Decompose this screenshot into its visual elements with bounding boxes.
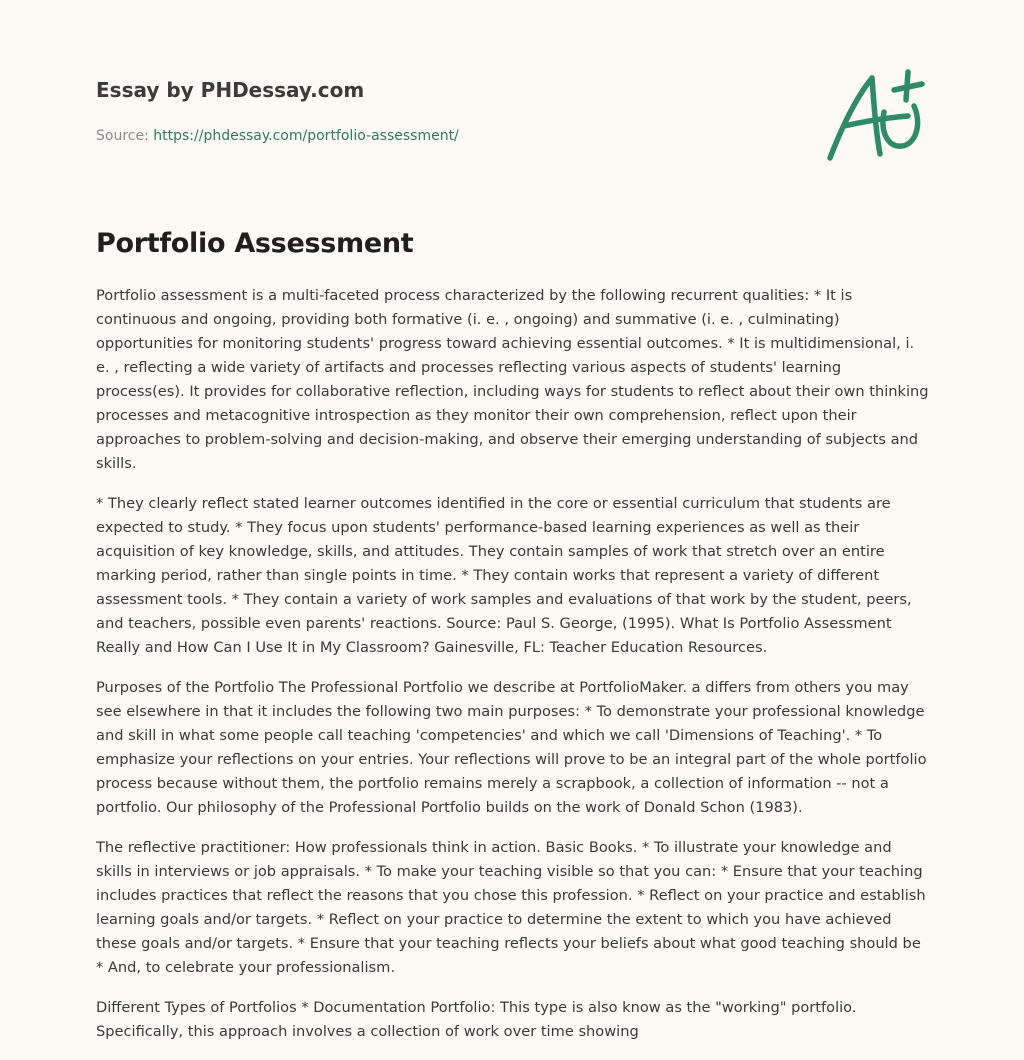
essay-paragraph: * They clearly reflect stated learner outcomes identified in the core or essential curriculum that students are expected to study. * They focus upon students' performance-based learning experiences as well as their acquisition of key knowledge, skills, and attitudes. They contain samples of work that stretch over an entire marking period, rather than single points in time. * They contain works that represent a variety of different assessment tools. * They contain a variety of work samples and evaluations of that work by the student, peers, and teachers, possible even parents' reactions. Source: Paul S. George, (1995). What Is Portfolio Assessment Really and How Can I Use It in My Classroom? Gainesville, FL: Teacher Education Resources. (96, 495, 912, 656)
a-plus-grade-icon (822, 66, 932, 166)
source-label: Source: (96, 128, 149, 144)
source-link[interactable]: https://phdessay.com/portfolio-assessment/ (153, 128, 459, 144)
page-header (96, 76, 796, 146)
essay-paragraph: Portfolio assessment is a multi-faceted process characterized by the following recurrent qualities: * It is continuous and ongoing, providing both formative (i. e. , ongoing) and summative (i. e. , culminating) opportunities for monitoring students' progress toward achieving essential outcomes. * It is multidimensional, i. e. , reflecting a wide variety of artifacts and processes reflecting various aspects of students' learning process(es). It provides for collaborative reflection, including ways for students to reflect about their own thinking processes and metacognitive introspection as they monitor their own comprehension, reflect upon their approaches to problem-solving and decision-making, and observe their emerging understanding of subjects and skills. (96, 287, 929, 472)
source-line (96, 126, 796, 146)
essay-paragraph: The reflective practitioner: How professionals think in action. Basic Books. * To illustrate your knowledge and skills in interviews or job appraisals. * To make your teaching visible so that you can: * Ensure that your teaching includes practices that reflect the reasons that you chose this profession. * Reflect on your practice and establish learning goals and/or targets. * Reflect on your practice to determine the extent to which you have achieved these goals and/or targets. * Ensure that your teaching reflects your beliefs about what good teaching should be * And, to celebrate your professionalism. (96, 839, 926, 976)
document-title: Portfolio Assessment (96, 228, 414, 259)
essay-body (96, 284, 932, 1060)
essay-paragraph: Different Types of Portfolios * Documentation Portfolio: This type is also know as the "working" portfolio. Specifically, this approach involves a collection of work over time showing (96, 999, 857, 1040)
essay-paragraph: Purposes of the Portfolio The Professional Portfolio we describe at PortfolioMaker. a differs from others you may see elsewhere in that it includes the following two main purposes: * To demonstrate your professional knowledge and skill in what some people call teaching 'competencies' and which we call 'Dimensions of Teaching'. * To emphasize your reflections on your entries. Your reflections will prove to be an integral part of the whole portfolio process because without them, the portfolio remains merely a scrapbook, a collection of information -- not a portfolio. Our philosophy of the Professional Portfolio builds on the work of Donald Schon (1983). (96, 679, 927, 816)
site-title: Essay by PHDessay.com (96, 78, 365, 102)
